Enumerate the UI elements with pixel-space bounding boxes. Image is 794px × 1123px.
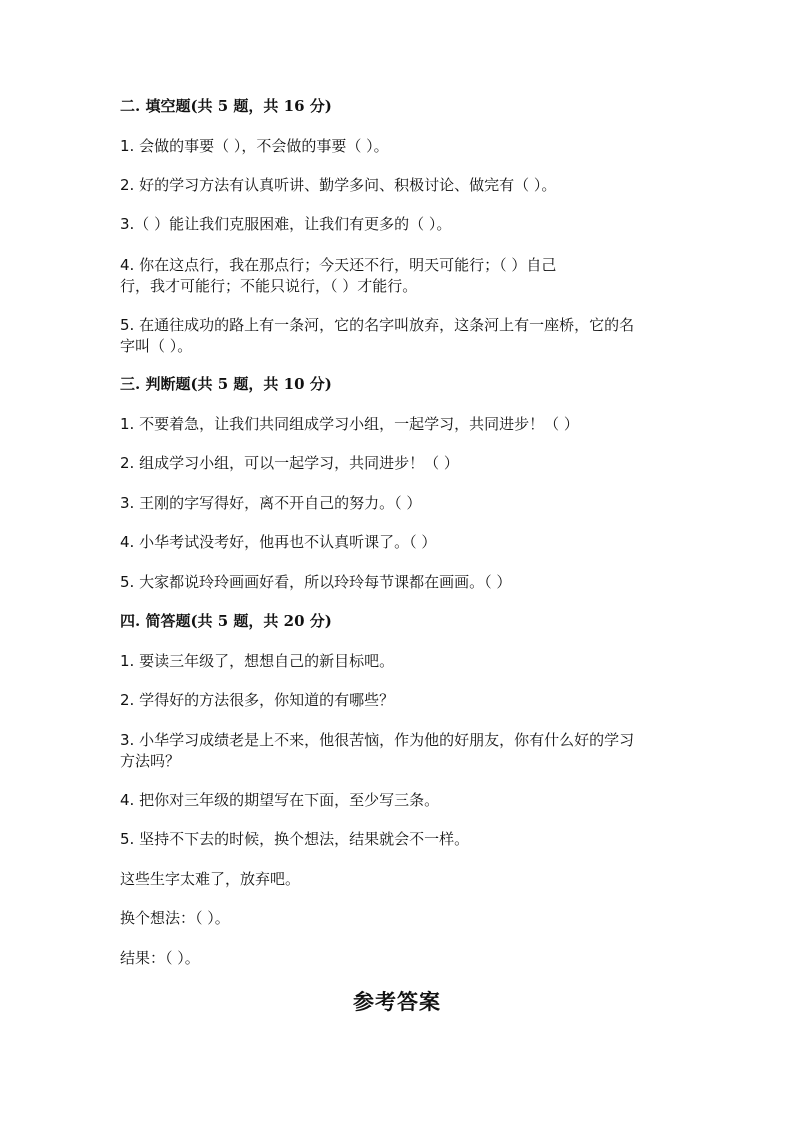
judge-question-1: 1. 不要着急，让我们共同组成学习小组，一起学习，共同进步！（ ） <box>120 415 579 433</box>
fill-question-4-line-1: 4. 你在这点行，我在那点行；今天还不行，明天可能行；（ ）自己 <box>120 256 557 274</box>
fill-question-5-line-2: 字叫（ ）。 <box>120 337 193 355</box>
judge-question-2: 2. 组成学习小组，可以一起学习，共同进步！（ ） <box>120 454 459 472</box>
short-question-3-line-2: 方法吗？ <box>120 752 181 770</box>
fill-question-2: 2. 好的学习方法有认真听讲、勤学多问、积极讨论、做完有（ ）。 <box>120 176 557 194</box>
judge-question-5: 5. 大家都说玲玲画画好看，所以玲玲每节课都在画画。（ ） <box>120 573 512 591</box>
section-heading-fill-in: 二. 填空题(共 5 题，共 16 分) <box>120 97 332 115</box>
short-question-4: 4. 把你对三年级的期望写在下面，至少写三条。 <box>120 791 440 809</box>
judge-question-4: 4. 小华考试没考好，他再也不认真听课了。（ ） <box>120 533 437 551</box>
short-question-1: 1. 要读三年级了，想想自己的新目标吧。 <box>120 652 395 670</box>
short-question-5-change-idea: 换个想法：（ ）。 <box>120 909 230 927</box>
fill-question-5-line-1: 5. 在通往成功的路上有一条河，它的名字叫放弃，这条河上有一座桥，它的名 <box>120 316 635 334</box>
short-question-2: 2. 学得好的方法很多，你知道的有哪些？ <box>120 691 395 709</box>
short-question-5-example: 这些生字太难了，放弃吧。 <box>120 870 301 888</box>
short-question-5-result: 结果：（ ）。 <box>120 949 200 967</box>
section-heading-short-answer: 四. 简答题(共 5 题，共 20 分) <box>120 612 332 630</box>
fill-question-4-line-2: 行，我才可能行；不能只说行，（ ）才能行。 <box>120 277 418 295</box>
fill-question-1: 1. 会做的事要（ ），不会做的事要（ ）。 <box>120 137 389 155</box>
short-question-5: 5. 坚持不下去的时候，换个想法，结果就会不一样。 <box>120 830 470 848</box>
short-question-3-line-1: 3. 小华学习成绩老是上不来，他很苦恼，作为他的好朋友，你有什么好的学习 <box>120 731 635 749</box>
section-heading-judge: 三. 判断题(共 5 题，共 10 分) <box>120 375 332 393</box>
answer-key-title: 参考答案 <box>353 989 441 1014</box>
fill-question-3: 3.（ ）能让我们克服困难，让我们有更多的（ ）。 <box>120 215 452 233</box>
judge-question-3: 3. 王刚的字写得好，离不开自己的努力。（ ） <box>120 494 422 512</box>
